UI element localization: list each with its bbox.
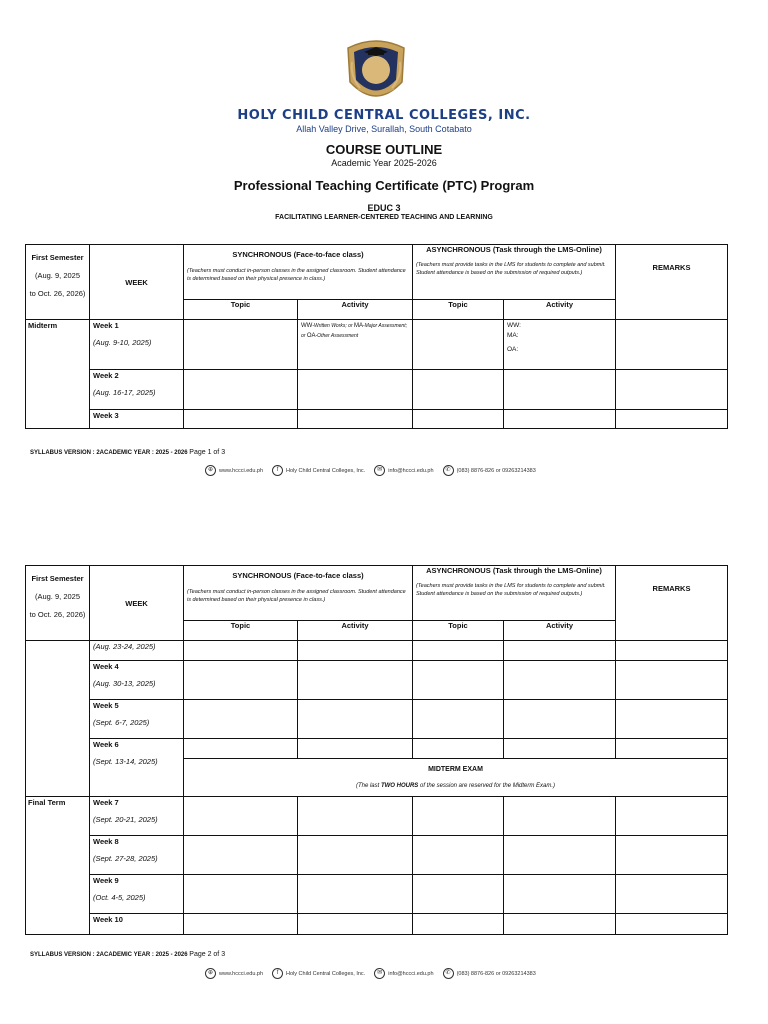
remarks-cell (616, 914, 728, 935)
week-cell: Week 3 (90, 410, 184, 429)
page-footer-2: SYLLABUS VERSION : 2ACADEMIC YEAR : 2025 - 2026 Page 2 of 3 (30, 951, 226, 958)
email-icon: ✉ (374, 968, 385, 979)
week-cell: Week 1 (Aug. 9-10, 2025) (90, 320, 184, 370)
sync-topic-cell (184, 875, 298, 914)
remarks-cell (616, 700, 728, 739)
async-activity-cell (504, 836, 616, 875)
sync-activity-cell (298, 661, 413, 700)
async-activity-cell (504, 700, 616, 739)
week-cell: Week 4 (Aug. 30-13, 2025) (90, 661, 184, 700)
synchronous-header: SYNCHRONOUS (Face-to-face class) (Teachers must conduct in-person classes in the assigned classroom. Student attendance is determined based on their physical presence in class.) (184, 566, 413, 621)
async-topic-cell (413, 641, 504, 661)
sync-activity-cell (298, 641, 413, 661)
asynchronous-header: ASYNCHRONOUS (Task through the LMS-Online) (Teachers must provide tasks in the LMS for students to complete and submit. Student attendance is based on the submission of required outputs.) (413, 245, 616, 300)
asynchronous-header: ASYNCHRONOUS (Task through the LMS-Online) (Teachers must provide tasks in the LMS for students to complete and submit. Student attendance is based on the submission of required outputs.) (413, 566, 616, 621)
async-topic-cell (413, 797, 504, 836)
semester-header: First Semester (Aug. 9, 2025 to Oct. 26, 2026) (26, 566, 90, 641)
async-activity-cell (504, 739, 616, 759)
contact-bar-2: ⊕ www.hccci.edu.ph f Holy Child Central Colleges, Inc. ✉ info@hccci.edu.ph ✆ (083) 8876-826 or 09263214383 (205, 968, 545, 979)
week-cell: Week 7 (Sept. 20-21, 2025) (90, 797, 184, 836)
academic-year: Academic Year 2025-2026 (331, 158, 437, 168)
remarks-header: REMARKS (616, 566, 728, 641)
phone-icon: ✆ (443, 465, 454, 476)
remarks-cell (616, 661, 728, 700)
week-cell: Week 2 (Aug. 16-17, 2025) (90, 370, 184, 410)
college-crest-logo (344, 38, 408, 108)
contact-bar-1: ⊕ www.hccci.edu.ph f Holy Child Central Colleges, Inc. ✉ info@hccci.edu.ph ✆ (083) 8876-826 or 09263214383 (205, 465, 545, 476)
sync-activity-cell (298, 914, 413, 935)
sync-topic-header: Topic (184, 300, 298, 320)
async-topic-cell (413, 410, 504, 429)
sync-topic-cell (184, 320, 298, 370)
sync-activity-cell (298, 836, 413, 875)
sync-topic-cell (184, 836, 298, 875)
sync-activity-header: Activity (298, 300, 413, 320)
async-activity-cell (504, 914, 616, 935)
week-cell: Week 5 (Sept. 6-7, 2025) (90, 700, 184, 739)
async-topic-cell (413, 370, 504, 410)
async-topic-cell (413, 836, 504, 875)
term-cell-empty (26, 641, 90, 797)
remarks-cell (616, 797, 728, 836)
async-topic-cell (413, 739, 504, 759)
remarks-cell (616, 739, 728, 759)
college-address: Allah Valley Drive, Surallah, South Cotabato (296, 124, 472, 134)
sync-activity-cell (298, 875, 413, 914)
sync-topic-cell (184, 410, 298, 429)
async-activity-cell (504, 875, 616, 914)
term-label: Final Term (26, 797, 90, 935)
sync-activity-cell (298, 797, 413, 836)
week-cell: Week 10 (90, 914, 184, 935)
remarks-cell (616, 370, 728, 410)
document-title: COURSE OUTLINE (325, 142, 443, 157)
sync-topic-header: Topic (184, 621, 298, 641)
course-code: EDUC 3 (367, 203, 401, 213)
synchronous-header: SYNCHRONOUS (Face-to-face class) (Teachers must conduct in-person classes in the assigned classroom. Student attendance is determined based on their physical presence in class.) (184, 245, 413, 300)
sync-topic-cell (184, 700, 298, 739)
remarks-cell (616, 875, 728, 914)
async-activity-cell (504, 641, 616, 661)
async-topic-cell (413, 914, 504, 935)
week-cell: (Aug. 23-24, 2025) (90, 641, 184, 661)
async-activity-header: Activity (504, 300, 616, 320)
facebook-icon: f (272, 465, 283, 476)
remarks-cell (616, 836, 728, 875)
course-title: FACILITATING LEARNER-CENTERED TEACHING AND LEARNING (275, 214, 493, 221)
async-topic-cell (413, 700, 504, 739)
async-activity-cell (504, 661, 616, 700)
email-icon: ✉ (374, 465, 385, 476)
sync-topic-cell (184, 914, 298, 935)
remarks-cell (616, 320, 728, 370)
async-activity-cell (504, 370, 616, 410)
sync-topic-cell (184, 661, 298, 700)
sync-topic-cell (184, 370, 298, 410)
semester-header: First Semester (Aug. 9, 2025 to Oct. 26, 2026) (26, 245, 90, 320)
remarks-cell (616, 410, 728, 429)
sync-activity-header: Activity (298, 621, 413, 641)
week-cell: Week 6 (Sept. 13-14, 2025) (90, 739, 184, 797)
async-topic-cell (413, 320, 504, 370)
globe-icon: ⊕ (205, 465, 216, 476)
term-label: Midterm (26, 320, 90, 429)
week-cell: Week 9 (Oct. 4-5, 2025) (90, 875, 184, 914)
async-activity-header: Activity (504, 621, 616, 641)
college-name: HOLY CHILD CENTRAL COLLEGES, INC. (237, 108, 531, 123)
async-topic-cell (413, 661, 504, 700)
week-header: WEEK (90, 245, 184, 320)
sync-activity-cell (298, 410, 413, 429)
sync-activity-cell (298, 700, 413, 739)
program-title: Professional Teaching Certificate (PTC) Program (233, 178, 535, 193)
async-topic-header: Topic (413, 300, 504, 320)
async-activity-cell (504, 410, 616, 429)
sync-activity-cell (298, 370, 413, 410)
course-outline-table-page1 (25, 244, 728, 429)
remarks-cell (616, 641, 728, 661)
globe-icon: ⊕ (205, 968, 216, 979)
sync-topic-cell (184, 739, 298, 759)
remarks-header: REMARKS (616, 245, 728, 320)
async-topic-header: Topic (413, 621, 504, 641)
async-topic-cell (413, 875, 504, 914)
sync-topic-cell (184, 641, 298, 661)
async-activity-cell (504, 797, 616, 836)
async-activity-cell: WW: MA: OA: (504, 320, 616, 370)
sync-activity-cell: WW-Written Works; or MA-Major Assessment; or OA-Other Assessment (298, 320, 413, 370)
facebook-icon: f (272, 968, 283, 979)
page-footer-1: SYLLABUS VERSION : 2ACADEMIC YEAR : 2025 - 2026 Page 1 of 3 (30, 449, 226, 456)
week-cell: Week 8 (Sept. 27-28, 2025) (90, 836, 184, 875)
week-header: WEEK (90, 566, 184, 641)
sync-activity-cell (298, 739, 413, 759)
phone-icon: ✆ (443, 968, 454, 979)
sync-topic-cell (184, 797, 298, 836)
course-outline-table-page2 (25, 565, 728, 935)
midterm-exam-cell: MIDTERM EXAM (The last TWO HOURS of the session are reserved for the Midterm Exam.) (184, 759, 728, 797)
